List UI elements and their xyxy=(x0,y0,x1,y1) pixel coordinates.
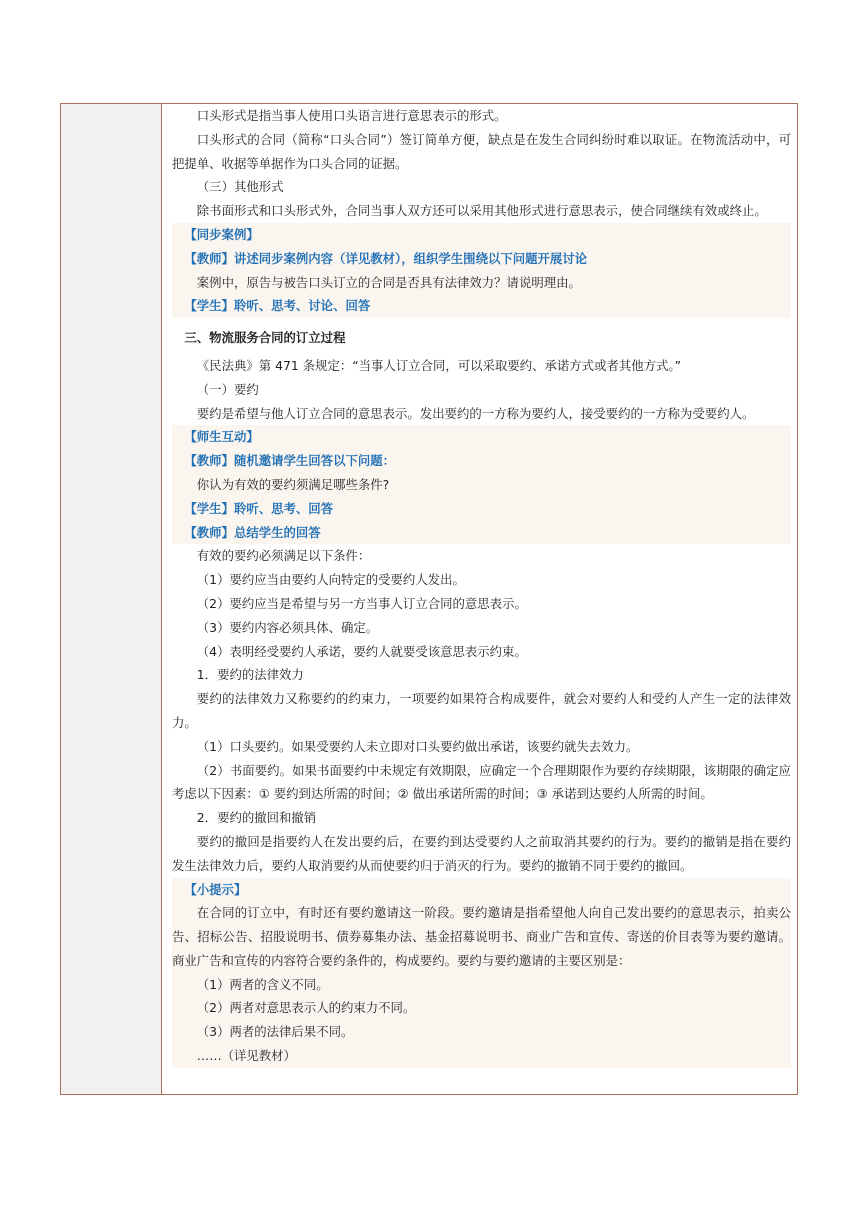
tip-box-more: ……（详见教材） xyxy=(196,1048,296,1064)
tip-box-body: 在合同的订立中，有时还有要约邀请这一阶段。要约邀请是指希望他人向自己发出要约的意思表示，拍卖公告、招标公告、招股说明书、债券募集办法、基金招募说明书、商业广告和宣传、寄送的价目表等为要约邀请。商业广告和宣传的内容符合要约条件的，构成要约。要约与要约邀请的主要区别是： xyxy=(172,905,791,968)
paragraph: 要约的撤回是指要约人在发出要约后，在要约到达受要约人之前取消其要约的行为。要约的撤销是指在要约发生法律效力后，要约人取消要约从而使要约归于消灭的行为。要约的撤销不同于要约的撤回。 xyxy=(172,833,791,873)
list-item: （1）两者的含义不同。 xyxy=(196,976,329,992)
list-item: （2）要约应当是希望与另一方当事人订立合同的意思表示。 xyxy=(196,595,527,611)
list-item: （1）要约应当由要约人向特定的受要约人发出。 xyxy=(196,572,465,588)
tip-box xyxy=(172,878,791,1068)
interact-box-question: 你认为有效的要约须满足哪些条件? xyxy=(196,476,390,492)
case-box-question: 案例中，原告与被告口头订立的合同是否具有法律效力？请说明理由。 xyxy=(196,274,581,290)
list-item: （3）要约内容必须具体、确定。 xyxy=(196,619,379,635)
interact-box-student: 【学生】聆听、思考、回答 xyxy=(184,500,334,516)
list-item: （4）表明经受要约人承诺，要约人就要受该意思表示约束。 xyxy=(196,643,527,659)
case-box xyxy=(172,223,791,318)
interact-box-teacher: 【教师】随机邀请学生回答以下问题： xyxy=(184,453,396,469)
content-cell xyxy=(172,104,791,1068)
interact-box-summary: 【教师】总结学生的回答 xyxy=(184,524,321,540)
case-box-teacher: 【教师】讲述同步案例内容（详见教材），组织学生围绕以下问题开展讨论 xyxy=(184,250,588,266)
case-box-title: 【同步案例】 xyxy=(184,226,259,242)
interact-box-title: 【师生互动】 xyxy=(184,429,259,445)
list-item: （3）两者的法律后果不同。 xyxy=(196,1024,354,1040)
case-box-student: 【学生】聆听、思考、讨论、回答 xyxy=(184,298,371,314)
paragraph: 《民法典》第 471 条规定：“当事人订立合同，可以采取要约、承诺方式或者其他方式。” xyxy=(196,357,682,373)
label-column xyxy=(61,104,162,1094)
subheading: （一）要约 xyxy=(196,381,259,397)
subheading: 1．要约的法律效力 xyxy=(196,667,304,683)
list-item: （2）两者对意思表示人的约束力不同。 xyxy=(196,1000,416,1016)
list-item: （1）口头要约。如果受要约人未立即对口头要约做出承诺，该要约就失去效力。 xyxy=(196,738,639,754)
paragraph: 口头形式是指当事人使用口头语言进行意思表示的形式。 xyxy=(196,108,507,123)
lesson-table xyxy=(60,103,798,1095)
list-item: （2）书面要约。如果书面要约中未规定有效期限，应确定一个合理期限作为要约存续期限，该期限的确定应考虑以下因素：① 要约到达所需的时间；② 做出承诺所需的时间；③ 承诺到达要约人所需的时间。 xyxy=(172,762,791,802)
interact-box xyxy=(172,425,791,544)
paragraph: 有效的要约必须满足以下条件： xyxy=(196,548,371,564)
paragraph: 要约的法律效力又称要约的约束力，一项要约如果符合构成要件，就会对要约人和受约人产生一定的法律效力。 xyxy=(172,691,791,730)
tip-box-title: 【小提示】 xyxy=(184,881,247,897)
subheading: 2．要约的撤回和撤销 xyxy=(196,810,317,826)
paragraph: 要约是希望与他人订立合同的意思表示。发出要约的一方称为要约人，接受要约的一方称为受要约人。 xyxy=(196,405,755,421)
paragraph: 口头形式的合同（简称“口头合同”）签订简单方便，缺点是在发生合同纠纷时难以取证。在物流活动中，可把提单、收据等单据作为口头合同的证据。 xyxy=(172,131,791,171)
section-heading: 三、物流服务合同的订立过程 xyxy=(184,330,346,346)
paragraph: 除书面形式和口头形式外，合同当事人双方还可以采用其他形式进行意思表示，使合同继续有效或终止。 xyxy=(196,203,767,219)
subheading: （三）其他形式 xyxy=(196,179,284,195)
